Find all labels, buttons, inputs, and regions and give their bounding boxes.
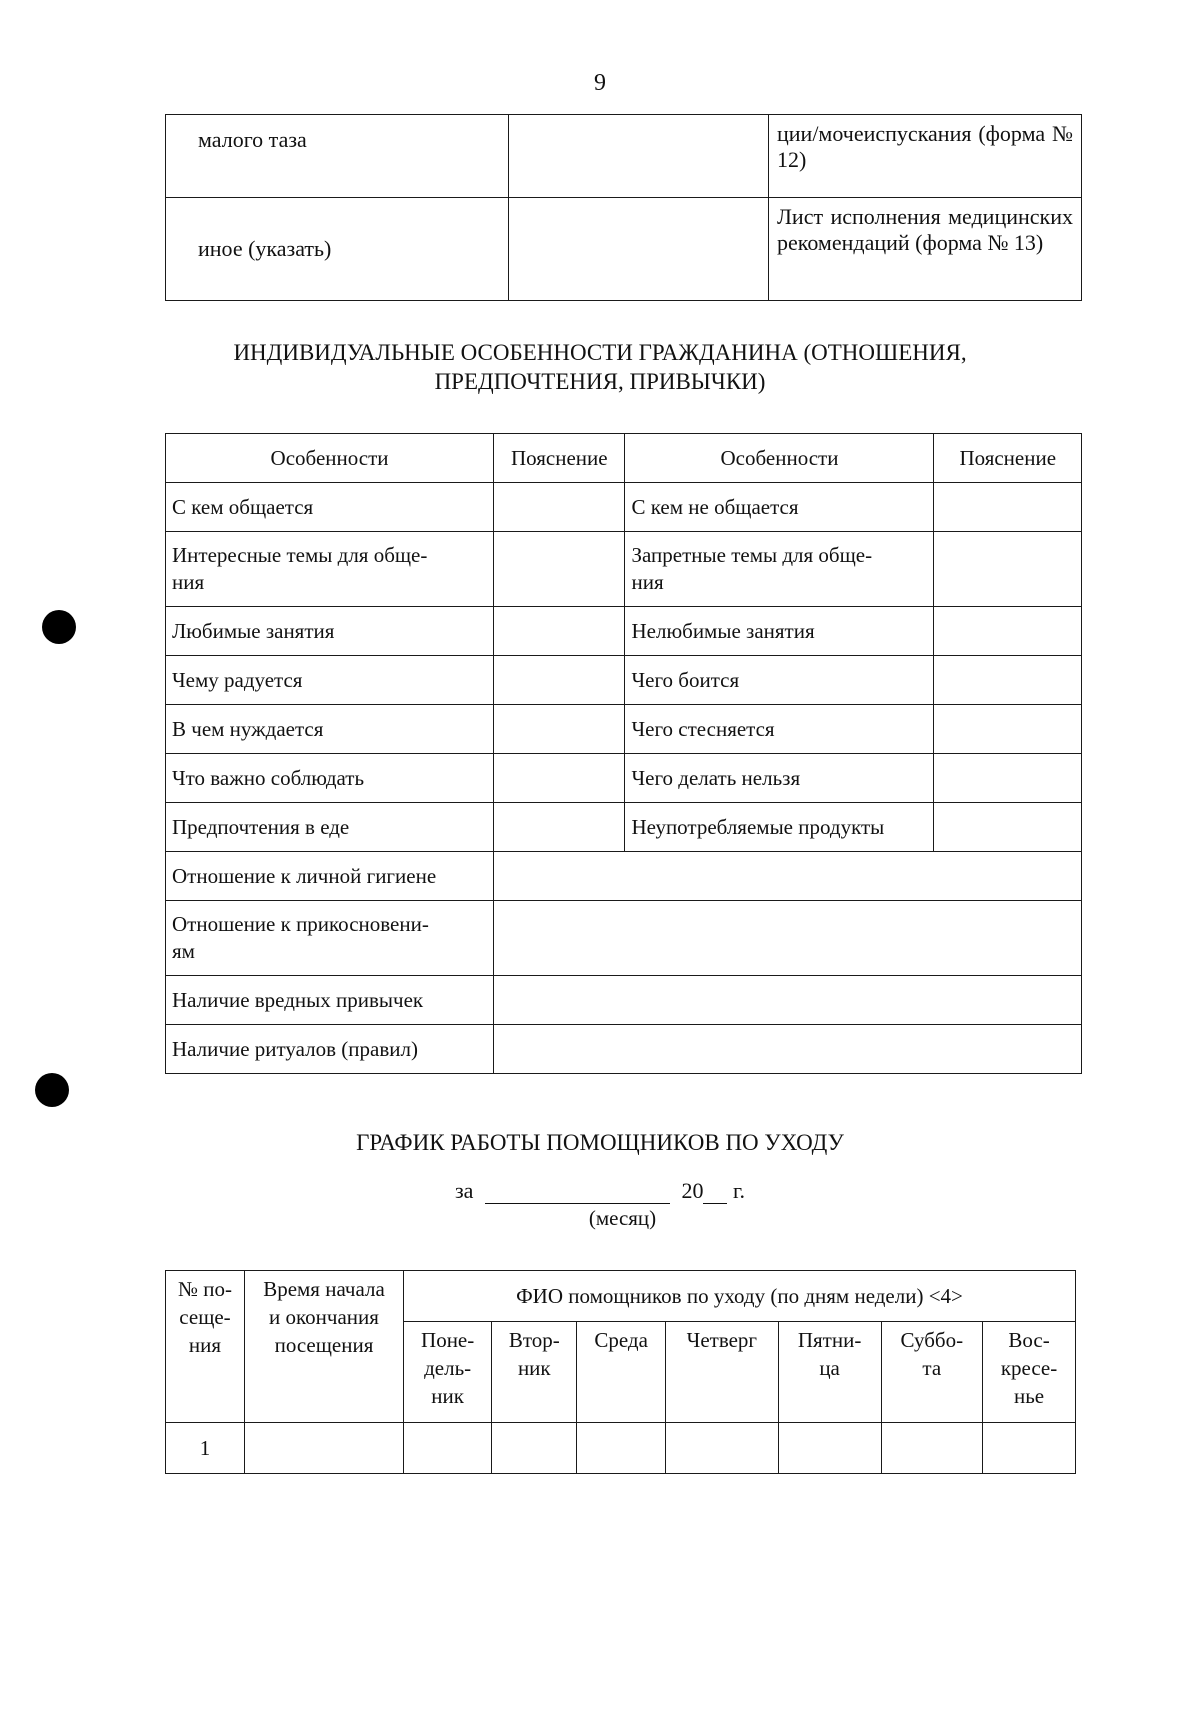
feature-label: Нелюбимые занятия: [625, 607, 934, 656]
header-row: [166, 434, 1082, 483]
header-features: Особенности: [625, 434, 934, 483]
explanation-cell[interactable]: [934, 483, 1082, 532]
table-row: [166, 656, 1082, 705]
day-friday: Пятни- ца: [778, 1322, 881, 1423]
explanation-cell[interactable]: [494, 754, 625, 803]
feature-label: В чем нуждается: [166, 705, 494, 754]
explanation-cell[interactable]: [494, 483, 625, 532]
feature-label: Интересные темы для обще- ния: [166, 532, 494, 607]
month-caption: (месяц): [588, 1206, 657, 1230]
form-reference: Лист исполнения медицинских рекомендаций (форма № 13): [769, 198, 1082, 301]
table-row: [166, 483, 1082, 532]
table-row: [166, 607, 1082, 656]
feature-label: Наличие вредных привычек: [166, 976, 494, 1025]
time-cell[interactable]: [245, 1423, 404, 1474]
explanation-cell-wide[interactable]: [494, 1025, 1082, 1074]
explanation-cell[interactable]: [934, 607, 1082, 656]
table-row: [166, 901, 1082, 976]
explanation-cell[interactable]: [934, 532, 1082, 607]
feature-label: Неупотребляемые продукты: [625, 803, 934, 852]
table-row: [166, 803, 1082, 852]
day-cell[interactable]: [983, 1423, 1076, 1474]
header-explanation: Пояснение: [934, 434, 1082, 483]
day-cell[interactable]: [404, 1423, 492, 1474]
day-cell[interactable]: [492, 1423, 577, 1474]
feature-label: С кем не общается: [625, 483, 934, 532]
form-reference: ции/мочеиспускания (форма № 12): [769, 115, 1082, 198]
feature-label: Чего боится: [625, 656, 934, 705]
explanation-cell[interactable]: [934, 656, 1082, 705]
continued-table: [165, 114, 1082, 301]
day-monday: Поне- дель- ник: [404, 1322, 492, 1423]
explanation-cell-wide[interactable]: [494, 901, 1082, 976]
day-cell[interactable]: [577, 1423, 666, 1474]
features-heading: [0, 338, 1200, 396]
header-assistants: ФИО помощников по уходу (по дням недели) <4>: [404, 1271, 1076, 1322]
explanation-cell[interactable]: [494, 532, 625, 607]
day-sunday: Вос- кресе- нье: [983, 1322, 1076, 1423]
feature-label: С кем общается: [166, 483, 494, 532]
year-suffix: г.: [732, 1178, 745, 1203]
explanation-cell[interactable]: [494, 705, 625, 754]
month-blank-field[interactable]: [485, 1183, 670, 1204]
punch-hole: [35, 1073, 69, 1107]
table-row: [166, 976, 1082, 1025]
table-row: [166, 1423, 1076, 1474]
feature-label: Чего стесняется: [625, 705, 934, 754]
header-visit-number: № по- сеще- ния: [166, 1271, 245, 1423]
explanation-cell[interactable]: [934, 705, 1082, 754]
feature-label: Чего делать нельзя: [625, 754, 934, 803]
visit-number: 1: [166, 1423, 245, 1474]
schedule-heading: ГРАФИК РАБОТЫ ПОМОЩНИКОВ ПО УХОДУ: [356, 1130, 844, 1155]
feature-label: Наличие ритуалов (правил): [166, 1025, 494, 1074]
explanation-cell[interactable]: [494, 656, 625, 705]
day-thursday: Четверг: [666, 1322, 779, 1423]
feature-label: Любимые занятия: [166, 607, 494, 656]
day-cell[interactable]: [666, 1423, 779, 1474]
table-row: [166, 705, 1082, 754]
explanation-cell[interactable]: [494, 803, 625, 852]
explanation-cell[interactable]: [934, 754, 1082, 803]
table-row: [166, 754, 1082, 803]
page-number: 9: [594, 70, 606, 96]
day-tuesday: Втор- ник: [492, 1322, 577, 1423]
explanation-cell[interactable]: [934, 803, 1082, 852]
punch-hole: [42, 610, 76, 644]
features-heading-line2: ПРЕДПОЧТЕНИЯ, ПРИВЫЧКИ): [434, 369, 766, 394]
month-year-line: [0, 1178, 1200, 1204]
feature-label: Предпочтения в еде: [166, 803, 494, 852]
empty-cell[interactable]: [508, 115, 768, 198]
features-table: [165, 433, 1082, 1074]
table-row: [166, 1025, 1082, 1074]
day-wednesday: Среда: [577, 1322, 666, 1423]
feature-label: Чему радуется: [166, 656, 494, 705]
day-cell[interactable]: [778, 1423, 881, 1474]
header-visit-time: Время начала и окончания посещения: [245, 1271, 404, 1423]
explanation-cell-wide[interactable]: [494, 976, 1082, 1025]
day-cell[interactable]: [881, 1423, 983, 1474]
feature-label: Запретные темы для обще- ния: [625, 532, 934, 607]
header-row: [166, 1271, 1076, 1322]
year-prefix: 20: [681, 1178, 704, 1203]
feature-label: Что важно соблюдать: [166, 754, 494, 803]
table-row: [166, 198, 1082, 301]
row-label: малого таза: [166, 115, 509, 198]
explanation-cell-wide[interactable]: [494, 852, 1082, 901]
explanation-cell[interactable]: [494, 607, 625, 656]
feature-label: Отношение к прикосновени- ям: [166, 901, 494, 976]
table-row: [166, 532, 1082, 607]
day-saturday: Суббо- та: [881, 1322, 983, 1423]
header-explanation: Пояснение: [494, 434, 625, 483]
empty-cell[interactable]: [508, 198, 768, 301]
feature-label: Отношение к личной гигиене: [166, 852, 494, 901]
features-heading-line1: ИНДИВИДУАЛЬНЫЕ ОСОБЕННОСТИ ГРАЖДАНИНА (ОТНОШЕНИЯ,: [233, 340, 967, 365]
header-features: Особенности: [166, 434, 494, 483]
for-label: за: [454, 1178, 474, 1203]
row-label: иное (указать): [166, 198, 509, 301]
year-blank-field[interactable]: [703, 1183, 727, 1204]
schedule-table: [165, 1270, 1076, 1474]
table-row: [166, 115, 1082, 198]
table-row: [166, 852, 1082, 901]
